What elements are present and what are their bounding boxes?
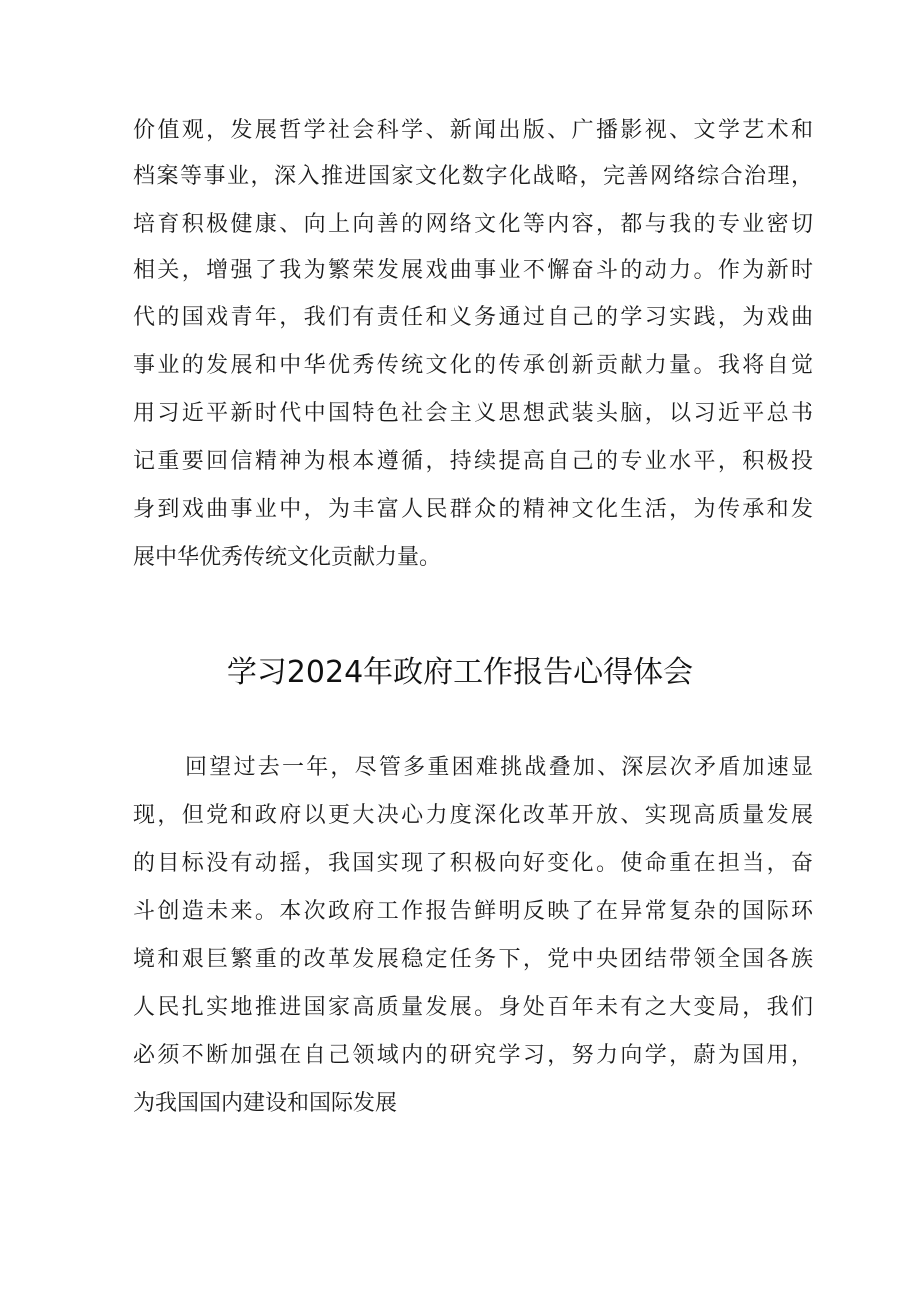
page-title: 学习2024年政府工作报告心得体会 [226, 655, 694, 690]
paragraph-2-line: 必须不断加强在自己领域内的研究学习，努力向学，蔚为国用， [133, 1043, 813, 1068]
paragraph-2-line: 现，但党和政府以更大决心力度深化改革开放、实现高质量发展 [133, 803, 813, 828]
paragraph-2-line: 回望过去一年，尽管多重困难挑战叠加、深层次矛盾加速显 [185, 755, 813, 780]
paragraph-2-line: 为我国国内建设和国际发展 [133, 1091, 398, 1116]
paragraph-2-line: 的目标没有动摇，我国实现了积极向好变化。使命重在担当，奋 [133, 851, 813, 876]
paragraph-2-line: 人民扎实地推进国家高质量发展。身处百年未有之大变局，我们 [133, 995, 813, 1020]
paragraph-1-line: 用习近平新时代中国特色社会主义思想武装头脑，以习近平总书 [133, 401, 813, 426]
paragraph-2-line: 境和艰巨繁重的改革发展稳定任务下，党中央团结带领全国各族 [133, 947, 813, 972]
paragraph-1-line: 代的国戏青年，我们有责任和义务通过自己的学习实践，为戏曲 [133, 305, 813, 330]
paragraph-1-line: 记重要回信精神为根本遵循，持续提高自己的专业水平，积极投 [133, 449, 813, 474]
paragraph-1-line: 相关，增强了我为繁荣发展戏曲事业不懈奋斗的动力。作为新时 [133, 258, 813, 283]
paragraph-1-line: 身到戏曲事业中，为丰富人民群众的精神文化生活，为传承和发 [133, 497, 813, 522]
paragraph-1-line: 培育积极健康、向上向善的网络文化等内容，都与我的专业密切 [133, 212, 813, 237]
paragraph-1-line: 档案等事业，深入推进国家文化数字化战略，完善网络综合治理， [133, 164, 813, 189]
paragraph-1-line: 展中华优秀传统文化贡献力量。 [133, 545, 442, 570]
paragraph-1-line: 价值观，发展哲学社会科学、新闻出版、广播影视、文学艺术和 [133, 118, 813, 143]
paragraph-2-line: 斗创造未来。本次政府工作报告鲜明反映了在异常复杂的国际环 [133, 899, 813, 924]
paragraph-1-line: 事业的发展和中华优秀传统文化的传承创新贡献力量。我将自觉 [133, 353, 813, 378]
